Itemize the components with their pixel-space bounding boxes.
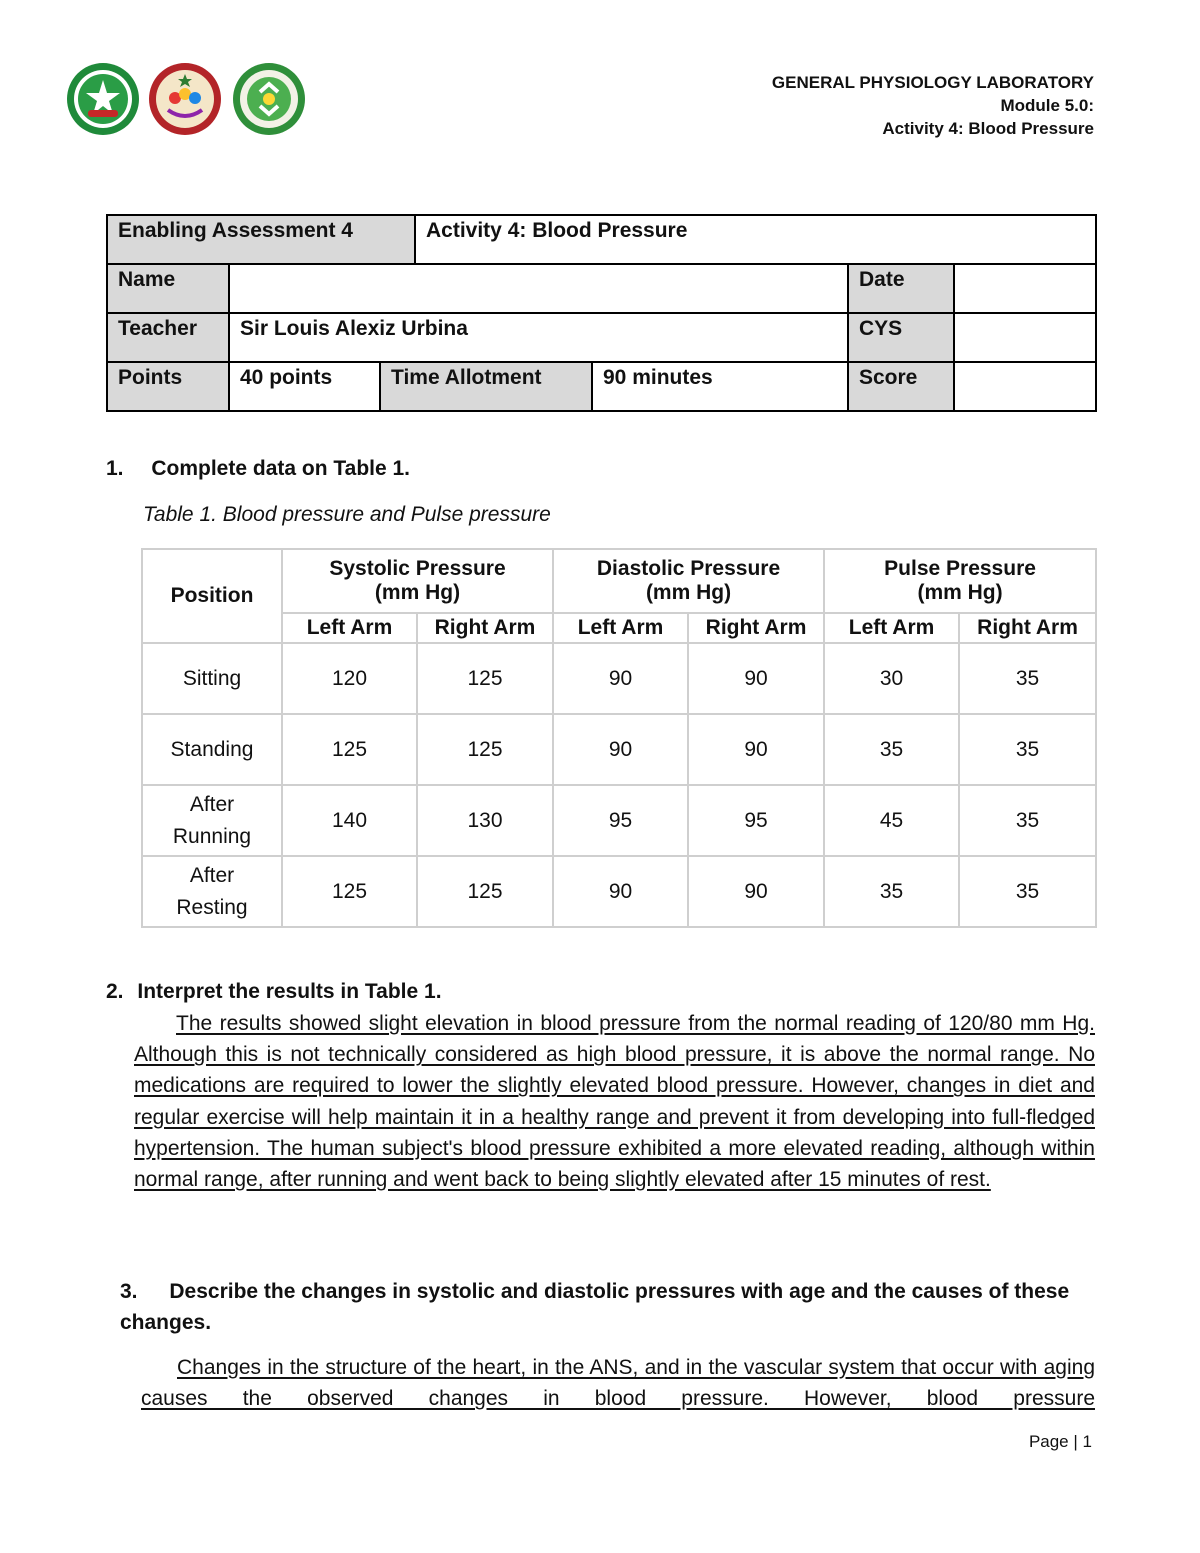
- table-cell: 95: [553, 785, 688, 856]
- table-cell: 35: [959, 714, 1096, 785]
- position-header: Position: [142, 549, 282, 643]
- table-cell: 125: [282, 856, 417, 927]
- document-header: [772, 71, 1094, 140]
- question-2-text: Interpret the results in Table 1.: [137, 980, 442, 1003]
- page-label: Page: [1028, 1432, 1069, 1451]
- table-cell: 130: [417, 785, 553, 856]
- position-line2: Resting: [176, 895, 248, 919]
- diastolic-header: [553, 549, 824, 613]
- table-cell: 35: [959, 856, 1096, 927]
- table-cell: 125: [417, 643, 553, 714]
- date-field[interactable]: [954, 264, 1096, 313]
- date-label: Date: [848, 264, 954, 313]
- question-2-answer: The results showed slight elevation in blood pressure from the normal reading of 120/80 mm Hg. Although this is not technically considered as high blood pressure, it is above the normal range. No medications are required to lower the slightly elevated blood pressure. However, changes in diet and regular exercise will help maintain it in a healthy range and prevent it from developing into full-fledged hypertension. The human subject's blood pressure exhibited a more elevated reading, although within normal range, after running and went back to being slightly elevated after 15 minutes of rest.: [134, 1012, 1095, 1192]
- pulse-left-arm-header: Left Arm: [824, 613, 959, 643]
- department-seal-logo: [232, 62, 306, 136]
- table-cell: 140: [282, 785, 417, 856]
- points-value: 40 points: [229, 362, 380, 411]
- table-cell: 35: [959, 643, 1096, 714]
- systolic-header: [282, 549, 553, 613]
- position-cell: [142, 643, 282, 714]
- points-label: Points: [107, 362, 229, 411]
- question-1-text: Complete data on Table 1.: [151, 457, 411, 480]
- question-3-answer: Changes in the structure of the heart, in the ANS, and in the vascular system that occur with aging causes the observed changes in blood pressure. However, blood pressure: [141, 1356, 1095, 1411]
- page-footer: [1029, 1432, 1092, 1452]
- table-cell: 125: [282, 714, 417, 785]
- time-allotment-value: 90 minutes: [592, 362, 848, 411]
- systolic-right-arm-header: Right Arm: [417, 613, 553, 643]
- table-row: [142, 643, 1096, 714]
- table-cell: 35: [959, 785, 1096, 856]
- diastolic-header-line1: Diastolic Pressure: [596, 557, 781, 580]
- table-cell: 90: [553, 643, 688, 714]
- pulse-right-arm-header: Right Arm: [959, 613, 1096, 643]
- question-2: [106, 980, 442, 1004]
- diastolic-right-arm-header: Right Arm: [688, 613, 824, 643]
- teacher-label: Teacher: [107, 313, 229, 362]
- time-allotment-label: Time Allotment: [380, 362, 592, 411]
- diastolic-left-arm-header: Left Arm: [553, 613, 688, 643]
- table-1-caption: Table 1. Blood pressure and Pulse pressure: [143, 503, 551, 526]
- diastolic-header-line2: (mm Hg): [645, 581, 732, 604]
- table-row: [142, 785, 1096, 856]
- score-field[interactable]: [954, 362, 1096, 411]
- table-cell: 90: [688, 643, 824, 714]
- question-2-number: 2.: [106, 980, 124, 1003]
- name-label: Name: [107, 264, 229, 313]
- table-row: [142, 856, 1096, 927]
- table-cell: 90: [688, 856, 824, 927]
- table-cell: 90: [688, 714, 824, 785]
- position-cell: [142, 856, 282, 927]
- name-field[interactable]: [229, 264, 848, 313]
- position-line1: After: [189, 863, 235, 887]
- table-cell: 35: [824, 856, 959, 927]
- question-3-number: 3.: [120, 1280, 138, 1303]
- teacher-value: Sir Louis Alexiz Urbina: [229, 313, 848, 362]
- header-module: Module 5.0:: [1000, 96, 1094, 115]
- question-1-number: 1.: [106, 457, 124, 480]
- blood-pressure-table: [141, 548, 1097, 928]
- page-number: 1: [1082, 1432, 1092, 1451]
- college-seal-logo: [148, 62, 222, 136]
- position-cell: [142, 785, 282, 856]
- position-line1: After: [189, 792, 235, 816]
- score-label: Score: [848, 362, 954, 411]
- question-1: [106, 457, 410, 481]
- university-seal-logo: [66, 62, 140, 136]
- table-cell: 120: [282, 643, 417, 714]
- cys-label: CYS: [848, 313, 954, 362]
- table-cell: 30: [824, 643, 959, 714]
- cys-field[interactable]: [954, 313, 1096, 362]
- position-cell: [142, 714, 282, 785]
- pulse-header-line2: (mm Hg): [917, 581, 1003, 604]
- table-row: [142, 714, 1096, 785]
- position-line2: Running: [172, 824, 252, 848]
- systolic-header-line1: Systolic Pressure: [329, 557, 506, 580]
- assessment-info-table: [106, 214, 1097, 412]
- question-3: [120, 1276, 1095, 1338]
- assessment-label: Enabling Assessment 4: [107, 215, 415, 264]
- table-cell: 125: [417, 856, 553, 927]
- position-line1: Sitting: [182, 666, 242, 690]
- table-cell: 45: [824, 785, 959, 856]
- table-cell: 90: [553, 714, 688, 785]
- systolic-left-arm-header: Left Arm: [282, 613, 417, 643]
- table-cell: 95: [688, 785, 824, 856]
- table-cell: 90: [553, 856, 688, 927]
- activity-label: Activity 4: Blood Pressure: [415, 215, 1096, 264]
- page-separator: |: [1073, 1432, 1078, 1451]
- table-cell: 125: [417, 714, 553, 785]
- pulse-header-line1: Pulse Pressure: [884, 557, 1036, 580]
- table-cell: 35: [824, 714, 959, 785]
- question-3-text: Describe the changes in systolic and diastolic pressures with age and the causes of these changes.: [120, 1280, 1070, 1334]
- systolic-header-line2: (mm Hg): [374, 581, 461, 604]
- pulse-pressure-header: [824, 549, 1096, 613]
- position-line1: Standing: [170, 737, 254, 761]
- header-course-title: GENERAL PHYSIOLOGY LABORATORY: [771, 73, 1094, 92]
- header-activity: Activity 4: Blood Pressure: [882, 119, 1094, 138]
